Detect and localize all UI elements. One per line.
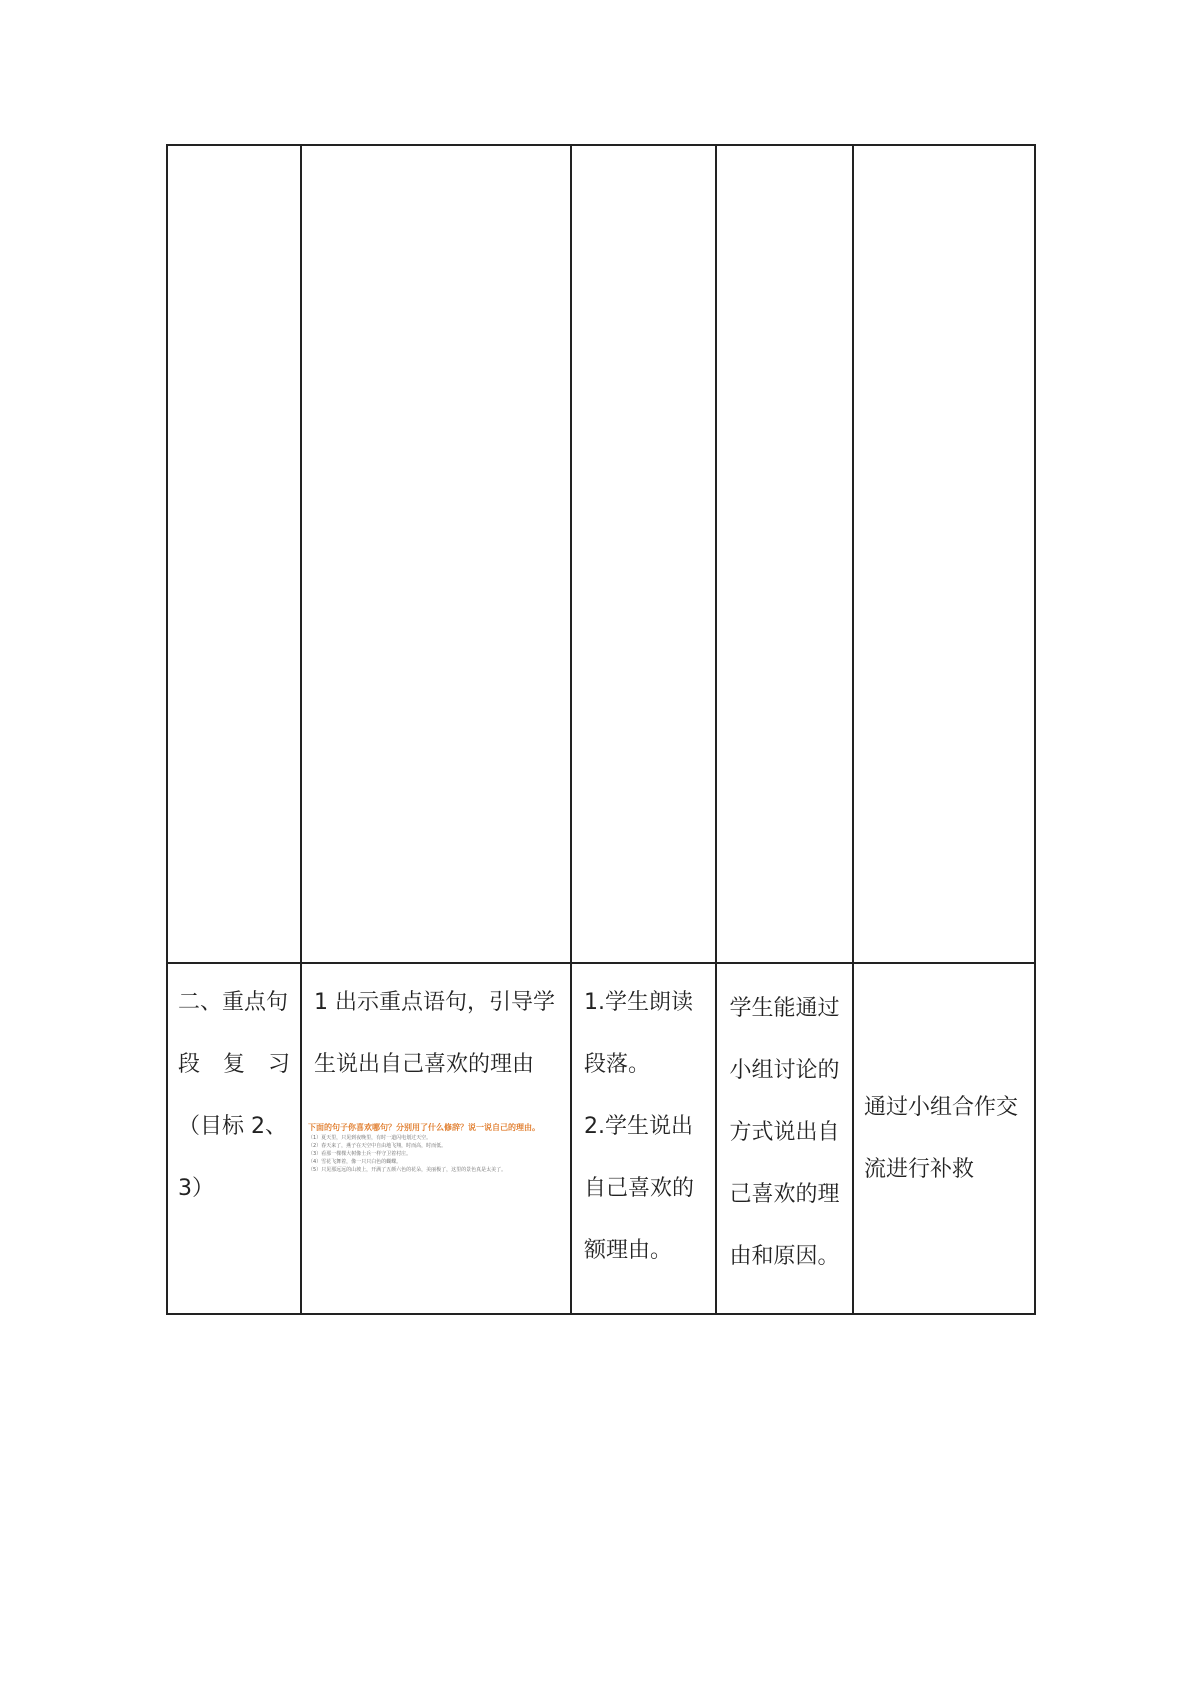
lesson-plan-table	[166, 144, 1036, 1315]
stage-line-2	[178, 1034, 290, 1096]
cell-empty-student	[571, 145, 716, 963]
student-activity-1: 1.学生朗读段落。	[584, 990, 693, 1077]
table-row-key-sentences	[167, 963, 1035, 1314]
cell-student-activity	[571, 963, 716, 1314]
slide-line-5: （5）只见那远远的山坡上，开满了五颜六色的花朵，美丽极了，这里的景色真是太美了。	[308, 1167, 507, 1173]
stage-line-3: （目标 2、	[178, 1114, 287, 1139]
student-activity-2: 2.学生说出自己喜欢的额理由。	[584, 1114, 695, 1263]
stage-line-1: 二、重点句	[178, 990, 289, 1015]
stage-line-4: 3）	[178, 1176, 214, 1201]
cell-empty-stage	[167, 145, 301, 963]
stage-char-2: 复	[222, 1052, 245, 1077]
slide-line-2: （2）春天来了，燕子在天空中自由地飞翔，时而高，时而低。	[308, 1143, 447, 1149]
cell-remedy	[853, 963, 1035, 1314]
cell-empty-assessment	[716, 145, 853, 963]
remedy-text: 通过小组合作交流进行补救	[864, 1094, 1019, 1182]
cell-empty-teacher	[301, 145, 571, 963]
stage-char-1: 段	[178, 1052, 201, 1077]
cell-teacher-activity	[301, 963, 571, 1314]
slide-thumbnail	[302, 1118, 546, 1178]
slide-line-3: （3）看那一棵棵大树像士兵一样守卫着村庄。	[308, 1151, 412, 1157]
slide-title: 下面的句子你喜欢哪句？分别用了什么修辞？说一说自己的理由。	[308, 1123, 540, 1132]
cell-assessment	[716, 963, 853, 1314]
teacher-activity-text: 1 出示重点语句，引导学生说出自己喜欢的理由	[314, 990, 555, 1077]
cell-empty-remedy	[853, 145, 1035, 963]
stage-char-3: 习	[267, 1052, 290, 1077]
slide-line-1: （1）夏天里，只见到夜晚里，有时一道闪电划过天空。	[308, 1135, 432, 1141]
assessment-text: 学生能通过小组讨论的方式说出自己喜欢的理由和原因。	[729, 996, 840, 1269]
slide-line-4: （4）雪花飞舞着，像一只只白色的蝴蝶。	[308, 1159, 402, 1165]
table-row-empty	[167, 145, 1035, 963]
cell-stage	[167, 963, 301, 1314]
